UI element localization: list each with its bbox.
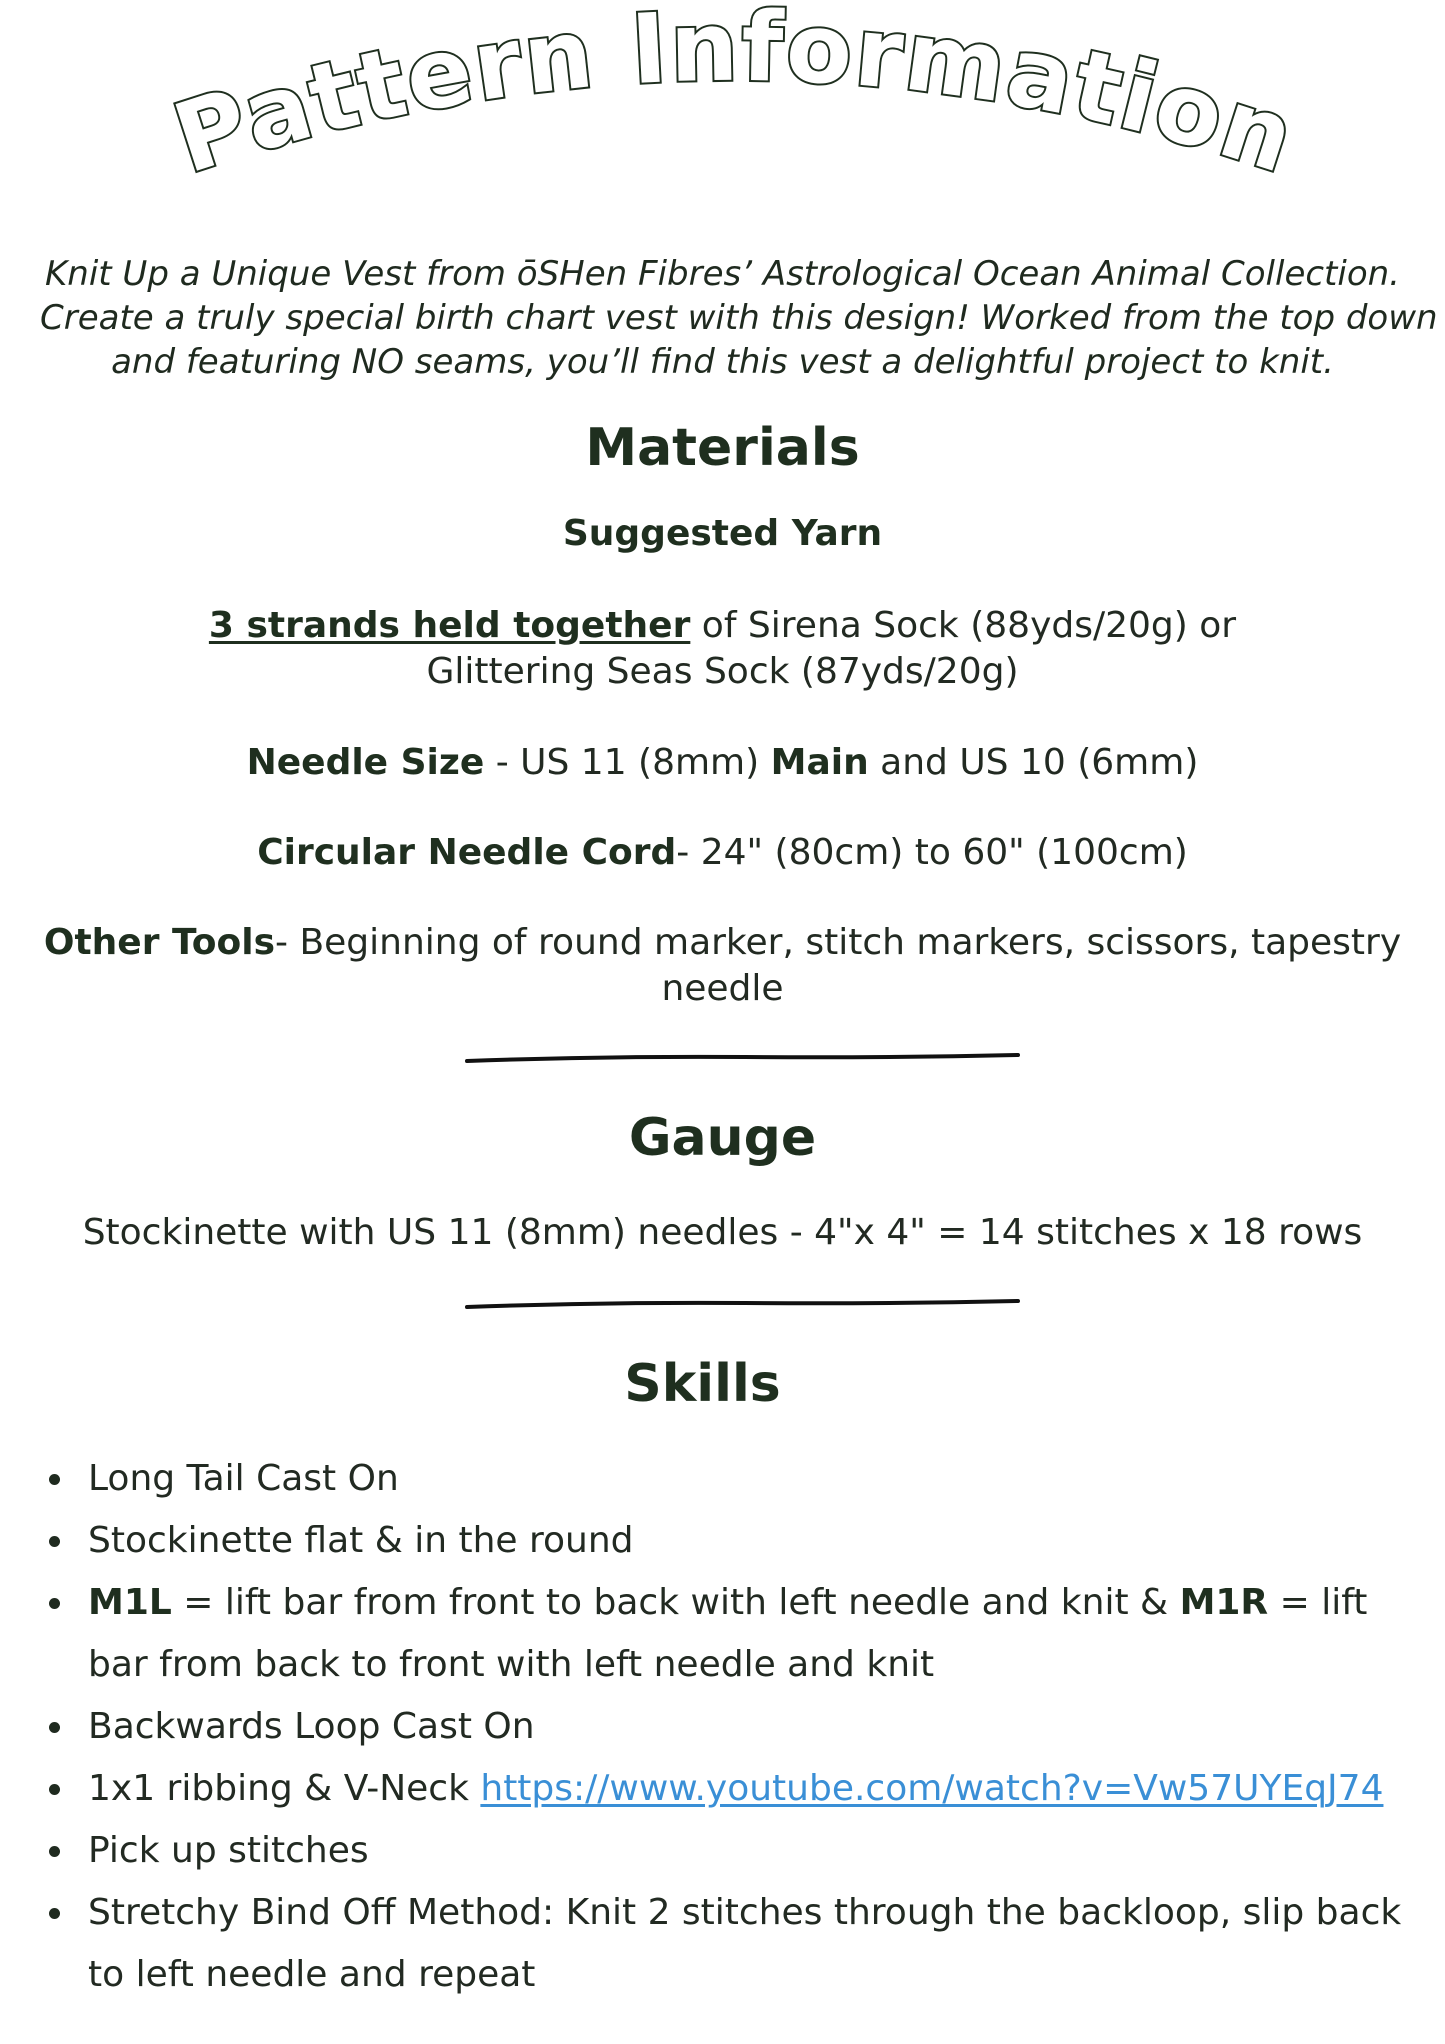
- yarn-strands-emphasis: 3 strands held together: [208, 605, 691, 646]
- bullet-icon: [49, 1908, 60, 1919]
- bullet-icon: [49, 1536, 60, 1547]
- needle-main-label: Main: [770, 742, 869, 783]
- bullet-icon: [49, 1598, 60, 1609]
- bullet-icon: [49, 1784, 60, 1795]
- skills-heading: Skills: [624, 1354, 781, 1414]
- gauge-text: Stockinette with US 11 (8mm) needles - 4"x 4" = 14 stitches x 18 rows: [82, 1212, 1363, 1253]
- yarn-line2: Glittering Seas Sock (87yds/20g): [426, 651, 1019, 692]
- bullet-icon: [49, 1722, 60, 1733]
- intro-line: and featuring NO seams, you’ll find this vest a delightful project to knit.: [111, 342, 1334, 382]
- skills-list: [40, 1448, 1410, 2006]
- suggested-yarn-label: Suggested Yarn: [562, 513, 883, 554]
- page-title: [0, 0, 1445, 240]
- intro-paragraph: [40, 252, 1438, 384]
- needle-size-text1: - US 11 (8mm): [484, 742, 771, 783]
- list-item: Stretchy Bind Off Method: Knit 2 stitches through the backloop, slip back to left needle and repeat: [40, 1882, 1410, 2006]
- list-item: Stockinette flat & in the round: [40, 1510, 1410, 1572]
- list-item: Long Tail Cast On: [40, 1448, 1410, 1510]
- gauge-heading: Gauge: [628, 1108, 817, 1168]
- bullet-icon: [49, 1846, 60, 1857]
- cord-label: Circular Needle Cord: [257, 832, 677, 873]
- youtube-link[interactable]: https://www.youtube.com/watch?v=Vw57UYEqJ74: [480, 1768, 1384, 1809]
- list-item: Backwards Loop Cast On: [40, 1696, 1410, 1758]
- other-tools: [30, 920, 1415, 1012]
- bullet-icon: [49, 1474, 60, 1485]
- needle-size-label: Needle Size: [246, 742, 485, 783]
- section-divider: [465, 1298, 1020, 1312]
- tools-label: Other Tools: [43, 922, 276, 963]
- yarn-description: [30, 603, 1415, 695]
- needle-size: [30, 740, 1415, 786]
- section-divider: [465, 1052, 1020, 1066]
- page-title-text: Pattern Information: [161, 0, 1309, 196]
- materials-heading: Materials: [585, 418, 860, 478]
- needle-size-text2: and US 10 (6mm): [868, 742, 1199, 783]
- list-item: 1x1 ribbing & V-Neck https://www.youtube.com/watch?v=Vw57UYEqJ74: [40, 1758, 1410, 1820]
- circular-needle-cord: [30, 830, 1415, 876]
- cord-text: - 24" (80cm) to 60" (100cm): [676, 832, 1188, 873]
- yarn-line1-rest: of Sirena Sock (88yds/20g) or: [690, 605, 1237, 646]
- tools-text: - Beginning of round marker, stitch markers, scissors, tapestry needle: [275, 922, 1402, 1009]
- list-item: M1L = lift bar from front to back with left needle and knit & M1R = lift bar from back to front with left needle and knit: [40, 1572, 1410, 1696]
- intro-line: Create a truly special birth chart vest with this design! Worked from the top down: [40, 298, 1438, 338]
- intro-line: Knit Up a Unique Vest from ōSHen Fibres’ Astrological Ocean Animal Collection.: [45, 254, 1400, 294]
- list-item: Pick up stitches: [40, 1820, 1410, 1882]
